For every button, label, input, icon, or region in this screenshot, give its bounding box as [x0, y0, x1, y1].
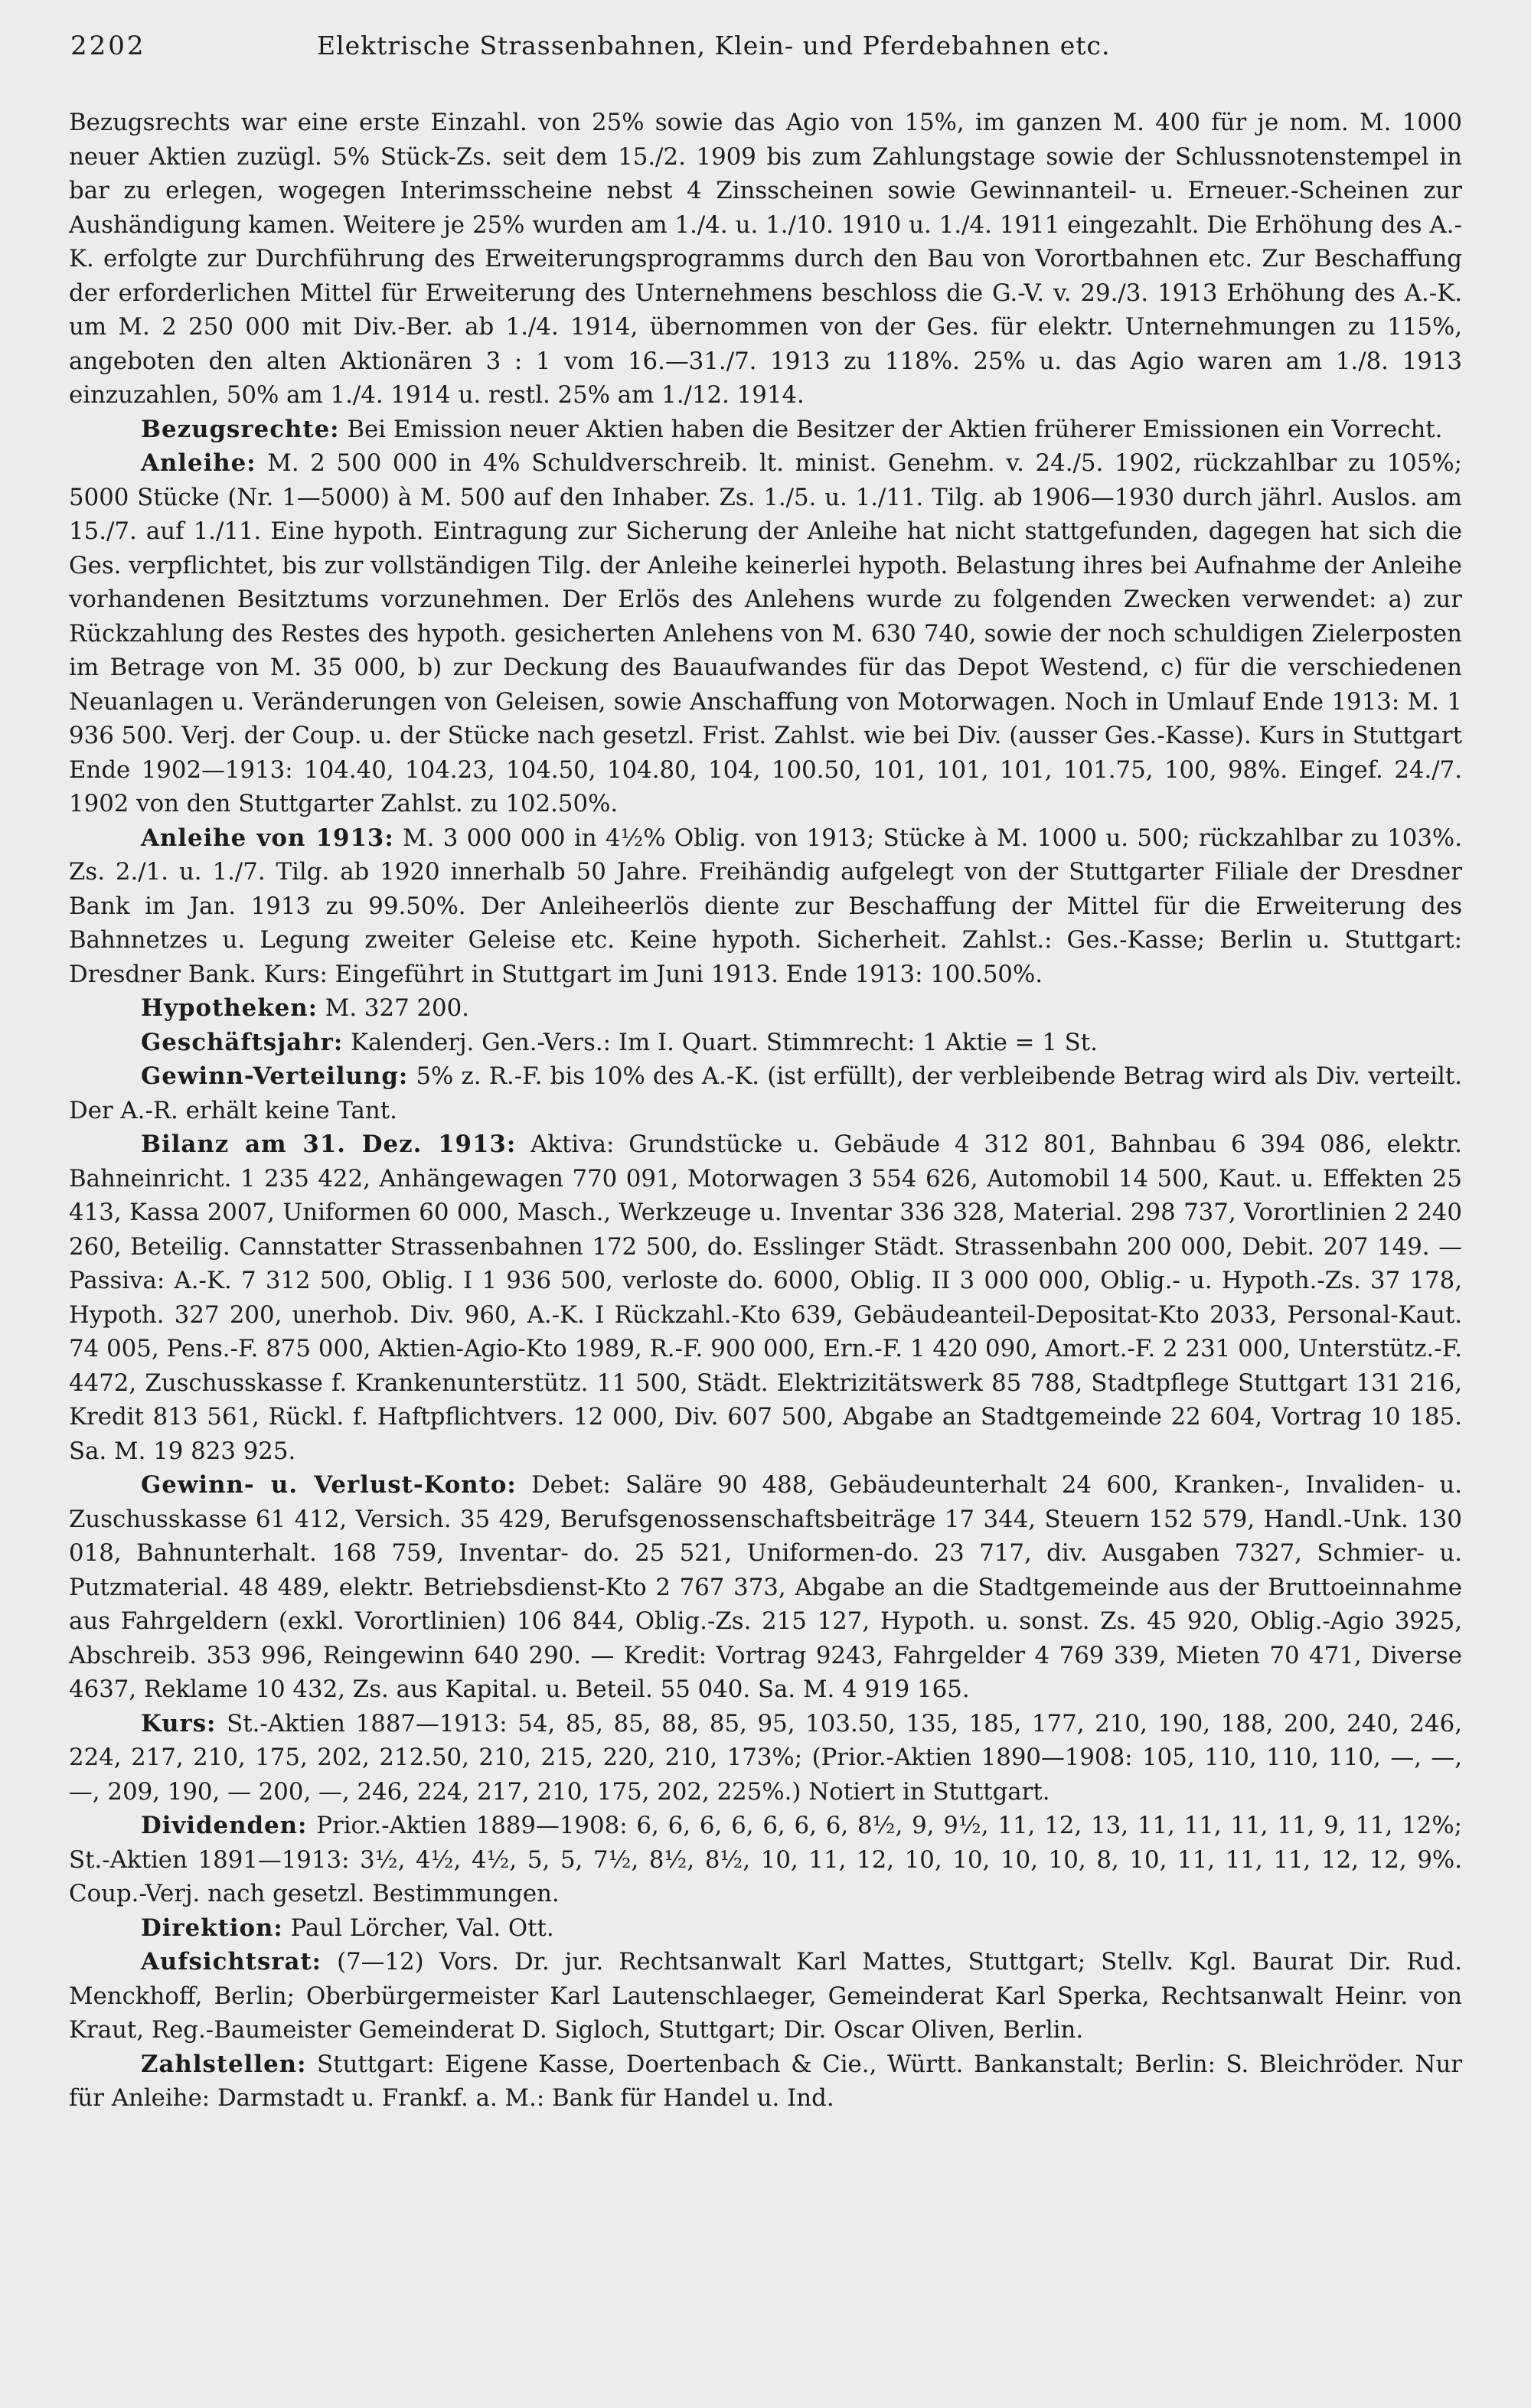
- paragraph-intro: [69, 106, 1462, 413]
- paragraph-label: Aufsichtsrat:: [141, 1948, 322, 1976]
- paragraph-text: 5% z. R.-F. bis 10% des A.-K. (ist erfüllt), der verbleibende Betrag wird als Div. verteilt. Der A.-R. erhält keine Tant.: [69, 1062, 1463, 1124]
- paragraph-text: Aktiva: Grundstücke u. Gebäude 4 312 801, Bahnbau 6 394 086, elektr. Bahneinricht. 1 235 422, Anhängewagen 770 091, Motorwagen 3 554 626, Automobil 14 500, Kaut. u. Effekten 25 413, Kassa 2007, Uniformen 60 000, Masch., Werkzeuge u. Inventar 336 328, Material. 298 737, Vorortlinien 2 240 260, Beteilig. Cannstatter Strassenbahnen 172 500, do. Esslinger Städt. Strassenbahn 200 000, Debit. 207 149. — Passiva: A.-K. 7 312 500, Oblig. I 1 936 500, verloste do. 6000, Oblig. II 3 000 000, Oblig.- u. Hypoth.-Zs. 37 178, Hypoth. 327 200, unerhob. Div. 960, A.-K. I Rückzahl.-Kto 639, Gebäudeanteil-Depositat-Kto 2033, Personal-Kaut. 74 005, Pens.-F. 875 000, Aktien-Agio-Kto 1989, R.-F. 900 000, Ern.-F. 1 420 090, Amort.-F. 2 231 000, Unterstütz.-F. 4472, Zuschusskasse f. Krankenunterstütz. 11 500, Städt. Elektrizitätswerk 85 788, Stadtpflege Stuttgart 131 216, Kredit 813 561, Rückl. f. Haftpflichtvers. 12 000, Div. 607 500, Abgabe an Stadtgemeinde 22 604, Vortrag 10 185. Sa. M. 19 823 925.: [69, 1131, 1462, 1465]
- paragraph-anleihe-1913: [69, 821, 1462, 992]
- paragraph-zahlstellen: [69, 2047, 1462, 2116]
- paragraph-text: St.-Aktien 1887—1913: 54, 85, 85, 88, 85, 95, 103.50, 135, 185, 177, 210, 190, 188, 200, 240, 246, 224, 217, 210, 175, 202, 212.50, 210, 215, 220, 210, 173%; (Prior.-Aktien 1890—1908: 105, 110, 110, 110, —, —, —, 209, 190, — 200, —, 246, 224, 217, 210, 175, 202, 225%.) Notiert in Stuttgart.: [69, 1709, 1462, 1806]
- paragraph-label: Zahlstellen:: [141, 2050, 307, 2078]
- paragraph-label: Gewinn-Verteilung:: [141, 1062, 409, 1090]
- page-header: [70, 31, 1464, 77]
- paragraph-text: M. 327 200.: [325, 994, 470, 1022]
- paragraph-text: M. 2 500 000 in 4% Schuldverschreib. lt. minist. Genehm. v. 24./5. 1902, rückzahlbar zu 105%; 5000 Stücke (Nr. 1—5000) à M. 500 auf den Inhaber. Zs. 1./5. u. 1./11. Tilg. ab 1906—1930 durch jährl. Auslos. am 15./7. auf 1./11. Eine hypoth. Eintragung zur Sicherung der Anleihe hat nicht stattgefunden, dagegen hat sich die Ges. verpflichtet, bis zur vollständigen Tilg. der Anleihe keinerlei hypoth. Belastung ihres bei Aufnahme der Anleihe vorhandenen Besitztums vorzunehmen. Der Erlös des Anlehens wurde zu folgenden Zwecken verwendet: a) zur Rückzahlung des Restes des hypoth. gesicherten Anlehens von M. 630 740, sowie der noch schuldigen Zielerposten im Betrage von M. 35 000, b) zur Deckung des Bauaufwandes für das Depot Westend, c) für die verschiedenen Neuanlagen u. Veränderungen von Geleisen, sowie Anschaffung von Motorwagen. Noch in Umlauf Ende 1913: M. 1 936 500. Verj. der Coup. u. der Stücke nach gesetzl. Frist. Zahlst. wie bei Div. (ausser Ges.-Kasse). Kurs in Stuttgart Ende 1902—1913: 104.40, 104.23, 104.50, 104.80, 104, 100.50, 101, 101, 101, 101.75, 100, 98%. Eingef. 24./7. 1902 von den Stuttgarter Zahlst. zu 102.50%.: [69, 449, 1463, 817]
- paragraph-direktion: [69, 1911, 1462, 1946]
- paragraph-label: Anleihe von 1913:: [141, 824, 394, 852]
- paragraph-text: Debet: Saläre 90 488, Gebäudeunterhalt 24 600, Kranken-, Invaliden- u. Zuschusskasse 61 412, Versich. 35 429, Berufsgenossenschaftsbeiträge 17 344, Steuern 152 579, Handl.-Unk. 130 018, Bahnunterhalt. 168 759, Inventar- do. 25 521, Uniformen-do. 23 717, div. Ausgaben 7327, Schmier- u. Putzmaterial. 48 489, elektr. Betriebsdienst-Kto 2 767 373, Abgabe an die Stadtgemeinde aus der Bruttoeinnahme aus Fahrgeldern (exkl. Vorortlinien) 106 844, Oblig.-Zs. 215 127, Hypoth. u. sonst. Zs. 45 920, Oblig.-Agio 3925, Abschreib. 353 996, Reingewinn 640 290. — Kredit: Vortrag 9243, Fahrgelder 4 769 339, Mieten 70 471, Diverse 4637, Reklame 10 432, Zs. aus Kapital. u. Beteil. 55 040. Sa. M. 4 919 165.: [69, 1471, 1462, 1703]
- paragraph-text: Bezugsrechts war eine erste Einzahl. von 25% sowie das Agio von 15%, im ganzen M. 400 für je nom. M. 1000 neuer Aktien zuzügl. 5% Stück-Zs. seit dem 15./2. 1909 bis zum Zahlungstage sowie der Schlussnotenstempel in bar zu erlegen, wogegen Interimsscheine nebst 4 Zinsscheinen sowie Gewinnanteil- u. Erneuer.-Scheinen zur Aushändigung kamen. Weitere je 25% wurden am 1./4. u. 1./10. 1910 u. 1./4. 1911 eingezahlt. Die Erhöhung des A.-K. erfolgte zur Durchführung des Erweiterungsprogramms durch den Bau von Vorortbahnen etc. Zur Beschaffung der erforderlichen Mittel für Erweiterung des Unternehmens beschloss die G.-V. v. 29./3. 1913 Erhöhung des A.-K. um M. 2 250 000 mit Div.-Ber. ab 1./4. 1914, übernommen von der Ges. für elektr. Unternehmungen zu 115%, angeboten den alten Aktionären 3 : 1 vom 16.—31./7. 1913 zu 118%. 25% u. das Agio waren am 1./8. 1913 einzuzahlen, 50% am 1./4. 1914 u. restl. 25% am 1./12. 1914.: [69, 109, 1462, 409]
- paragraph-text: Prior.-Aktien 1889—1908: 6, 6, 6, 6, 6, 6, 6, 8½, 9, 9½, 11, 12, 13, 11, 11, 11, 11, 9, 11, 12%; St.-Aktien 1891—1913: 3½, 4½, 4½, 5, 5, 7½, 8½, 8½, 10, 11, 12, 10, 10, 10, 10, 8, 10, 11, 11, 11, 12, 12, 9%. Coup.-Verj. nach gesetzl. Bestimmungen.: [69, 1812, 1462, 1907]
- paragraph-text: Kalenderj. Gen.-Vers.: Im I. Quart. Stimmrecht: 1 Aktie = 1 St.: [351, 1028, 1098, 1056]
- document-body: [69, 106, 1462, 2116]
- paragraph-dividenden: [69, 1809, 1462, 1911]
- paragraph-label: Dividenden:: [141, 1812, 308, 1839]
- paragraph-text: (7—12) Vors. Dr. jur. Rechtsanwalt Karl Mattes, Stuttgart; Stellv. Kgl. Baurat Dir. Rud. Menckhoff, Berlin; Oberbürgermeister Karl Lautenschlaeger, Gemeinderat Karl Sperka, Rechtsanwalt Heinr. von Kraut, Reg.-Baumeister Gemeinderat D. Sigloch, Stuttgart; Dir. Oscar Oliven, Berlin.: [69, 1948, 1462, 2044]
- paragraph-bezugsrechte: [69, 413, 1462, 447]
- paragraph-label: Geschäftsjahr:: [141, 1028, 344, 1056]
- paragraph-geschaeftsjahr: [69, 1026, 1462, 1060]
- paragraph-text: Stuttgart: Eigene Kasse, Doertenbach & Cie., Württ. Bankanstalt; Berlin: S. Bleichröder. Nur für Anleihe: Darmstadt u. Frankf. a. M.: Bank für Handel u. Ind.: [69, 2050, 1462, 2112]
- paragraph-label: Bezugsrechte:: [141, 415, 340, 443]
- paragraph-kurs: [69, 1707, 1462, 1809]
- paragraph-gewinn-verlust: [69, 1468, 1462, 1707]
- paragraph-label: Kurs:: [141, 1709, 217, 1737]
- paragraph-label: Hypotheken:: [141, 994, 318, 1022]
- paragraph-bilanz: [69, 1127, 1462, 1468]
- paragraph-label: Bilanz am 31. Dez. 1913:: [141, 1131, 517, 1158]
- paragraph-anleihe: [69, 446, 1462, 821]
- page-number: 2202: [70, 31, 146, 61]
- running-head: Elektrische Strassenbahnen, Klein- und Pferdebahnen etc.: [317, 31, 1111, 60]
- paragraph-label: Gewinn- u. Verlust-Konto:: [141, 1471, 517, 1499]
- paragraph-hypotheken: [69, 991, 1462, 1026]
- paragraph-gewinn-verteilung: [69, 1059, 1462, 1127]
- paragraph-aufsichtsrat: [69, 1945, 1462, 2047]
- paragraph-text: Paul Lörcher, Val. Ott.: [290, 1914, 554, 1942]
- paragraph-label: Anleihe:: [141, 449, 256, 477]
- paragraph-text: Bei Emission neuer Aktien haben die Besitzer der Aktien früherer Emissionen ein Vorrecht.: [347, 415, 1443, 443]
- paragraph-label: Direktion:: [141, 1914, 283, 1942]
- paragraph-text: M. 3 000 000 in 4½% Oblig. von 1913; Stücke à M. 1000 u. 500; rückzahlbar zu 103%. Zs. 2./1. u. 1./7. Tilg. ab 1920 innerhalb 50 Jahre. Freihändig aufgelegt von der Stuttgarter Filiale der Dresdner Bank im Jan. 1913 zu 99.50%. Der Anleiheerlös diente zur Beschaffung der Mittel für die Erweiterung des Bahnnetzes u. Legung zweiter Geleise etc. Keine hypoth. Sicherheit. Zahlst.: Ges.-Kasse; Berlin u. Stuttgart: Dresdner Bank. Kurs: Eingeführt in Stuttgart im Juni 1913. Ende 1913: 100.50%.: [69, 824, 1462, 988]
